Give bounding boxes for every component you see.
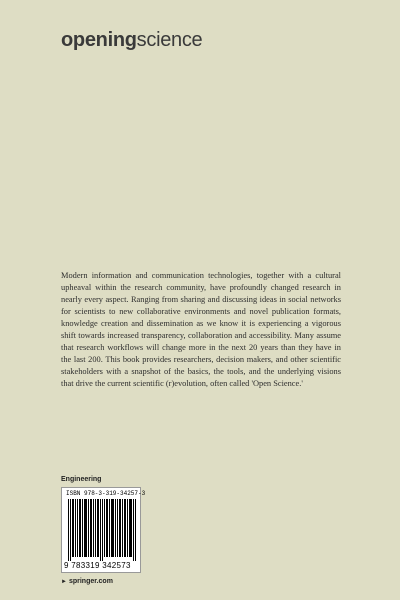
logo-light-text: science	[136, 29, 203, 51]
barcode-digits: 9 783319 342573	[64, 561, 131, 570]
book-description: Modern information and communication technologies, together with a cultural upheaval within the research community, have profoundly changed research in nearly every aspect. Ranging from sharing and discussing ideas in social networks for scientists to new collaborative environments and novel publication formats, knowledge creation and dissemination as we know it is experiencing a vigorous shift towards increased transparency, collaboration and accessibility. Many assume that research workflows will change more in the next 20 years than they have in the last 200. This book provides researchers, decision makers, and other scientific stakeholders with a snapshot of the basics, the tools, and the underlying visions that drive the current scientific (r)evolution, often called 'Open Science.'	[61, 271, 341, 388]
barcode-icon	[66, 499, 138, 561]
publisher-url[interactable]: springer.com	[68, 578, 113, 585]
subject-category: Engineering	[61, 476, 102, 483]
isbn-label: ISBN 978-3-319-34257-3	[66, 490, 146, 497]
publisher-link[interactable]	[61, 578, 113, 585]
logo-bold-text: opening	[61, 29, 137, 51]
series-logo	[61, 28, 202, 52]
arrow-icon: ►	[61, 579, 67, 585]
barcode-panel	[61, 487, 146, 573]
